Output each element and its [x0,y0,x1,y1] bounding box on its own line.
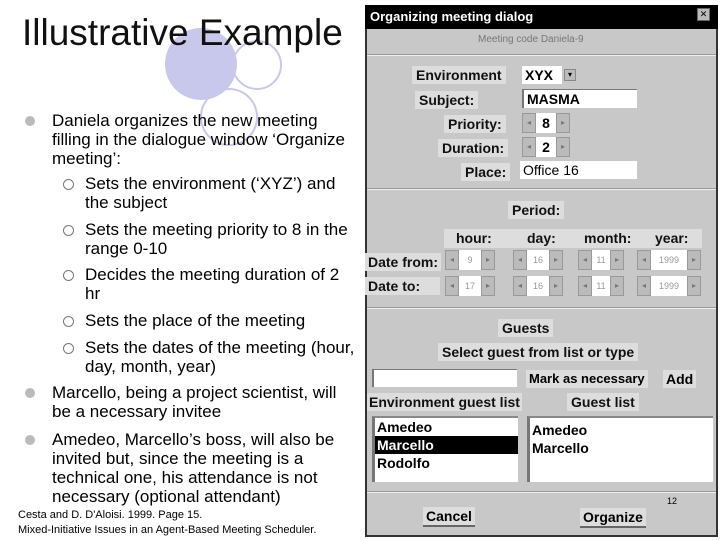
decrement-button[interactable]: ◂ [513,276,527,296]
from-month-value[interactable]: 11 [592,250,610,270]
hour-column-label: hour: [456,230,492,246]
citation-line: Cesta and D. D'Aloisi. 1999. Page 15. [18,509,203,521]
decrement-button[interactable]: ◂ [578,250,592,270]
from-month-stepper[interactable] [578,250,624,270]
guest-list-label: Guest list [567,393,639,411]
increment-button[interactable]: ▸ [549,276,563,296]
increment-button[interactable]: ▸ [556,137,570,157]
guest-list[interactable] [527,416,713,482]
list-item-selected[interactable]: Marcello [375,436,518,454]
increment-button[interactable]: ▸ [610,250,624,270]
guest-input[interactable] [372,369,517,387]
to-month-value[interactable]: 11 [592,276,610,296]
priority-value[interactable]: 8 [536,113,556,133]
place-label: Place: [461,163,510,181]
sub-bullet: Sets the meeting priority to 8 in the range 0-10 [85,220,355,258]
to-hour-value[interactable]: 17 [459,276,481,296]
sub-bullet: Sets the environment (‘XYZ’) and the subject [85,174,355,212]
decrement-button[interactable]: ◂ [445,276,459,296]
env-guest-list[interactable] [372,416,518,482]
dialog-titlebar [365,5,718,29]
priority-label: Priority: [444,115,506,133]
decrement-button[interactable]: ◂ [637,276,651,296]
decrement-button[interactable]: ◂ [445,250,459,270]
place-input[interactable]: Office 16 [520,161,637,179]
sub-bullet: Sets the place of the meeting [85,311,355,330]
chevron-down-icon[interactable]: ▾ [564,69,576,81]
page-number: 12 [667,496,678,506]
bullet: Amedeo, Marcello’s boss, will also be invited but, since the meeting is a technical one, his attendance is not necessary (optional attendant) [52,430,352,506]
month-column-label: month: [584,230,632,246]
to-year-value[interactable]: 1999 [651,276,687,296]
citation [18,508,316,538]
duration-stepper[interactable] [522,137,570,157]
bullet: Daniela organizes the new meeting filling in the dialogue window ‘Organize meeting’: [52,111,352,168]
period-label: Period: [508,201,564,219]
priority-stepper[interactable] [522,113,570,133]
duration-value[interactable]: 2 [536,137,556,157]
from-day-stepper[interactable] [513,250,563,270]
environment-label: Environment [412,66,506,84]
decrement-button[interactable]: ◂ [522,137,536,157]
list-item[interactable]: Amedeo [377,419,433,435]
to-day-value[interactable]: 16 [527,276,549,296]
environment-select[interactable]: XYX [522,66,562,84]
slide-title: Illustrative Example [22,12,343,53]
to-month-stepper[interactable] [578,276,624,296]
divider [367,188,716,190]
year-column-label: year: [655,230,689,246]
subject-label: Subject: [415,91,478,109]
select-guest-label: Select guest from list or type [438,343,638,361]
env-guest-list-label: Environment guest list [369,394,520,410]
guests-label: Guests [498,319,553,337]
increment-button[interactable]: ▸ [687,250,701,270]
to-year-stepper[interactable] [637,276,701,296]
date-from-label: Date from: [365,253,441,271]
decrement-button[interactable]: ◂ [513,250,527,270]
divider [367,307,716,309]
organize-button[interactable]: Organize [580,508,646,528]
sub-bullet: Decides the meeting duration of 2 hr [85,265,355,303]
day-column-label: day: [527,230,556,246]
mark-necessary-button[interactable]: Mark as necessary [526,370,648,388]
sub-bullet: Sets the dates of the meeting (hour, day, month, year) [85,338,355,376]
list-item[interactable]: Rodolfo [377,455,430,471]
divider [367,54,716,56]
meeting-code: Meeting code Daniela-9 [478,34,584,45]
decrement-button[interactable]: ◂ [522,113,536,133]
list-item[interactable]: Amedeo [532,422,588,438]
duration-label: Duration: [438,139,508,157]
add-button[interactable]: Add [663,370,696,388]
divider [367,491,716,493]
cancel-button[interactable]: Cancel [423,507,475,527]
from-hour-value[interactable]: 9 [459,250,481,270]
subject-input[interactable]: MASMA [522,89,637,108]
increment-button[interactable]: ▸ [481,276,495,296]
date-to-label: Date to: [365,277,440,295]
to-hour-stepper[interactable] [445,276,495,296]
dialog-title: Organizing meeting dialog [370,9,534,24]
from-hour-stepper[interactable] [445,250,495,270]
decrement-button[interactable]: ◂ [637,250,651,270]
increment-button[interactable]: ▸ [481,250,495,270]
from-year-stepper[interactable] [637,250,701,270]
increment-button[interactable]: ▸ [687,276,701,296]
from-day-value[interactable]: 16 [527,250,549,270]
increment-button[interactable]: ▸ [549,250,563,270]
increment-button[interactable]: ▸ [556,113,570,133]
close-icon[interactable]: ✕ [697,8,710,21]
increment-button[interactable]: ▸ [610,276,624,296]
citation-line: Mixed-Initiative Issues in an Agent-Based Meeting Scheduler. [18,524,317,536]
list-item[interactable]: Marcello [532,440,589,456]
from-year-value[interactable]: 1999 [651,250,687,270]
bullet: Marcello, being a project scientist, will be a necessary invitee [52,383,352,421]
decrement-button[interactable]: ◂ [578,276,592,296]
to-day-stepper[interactable] [513,276,563,296]
